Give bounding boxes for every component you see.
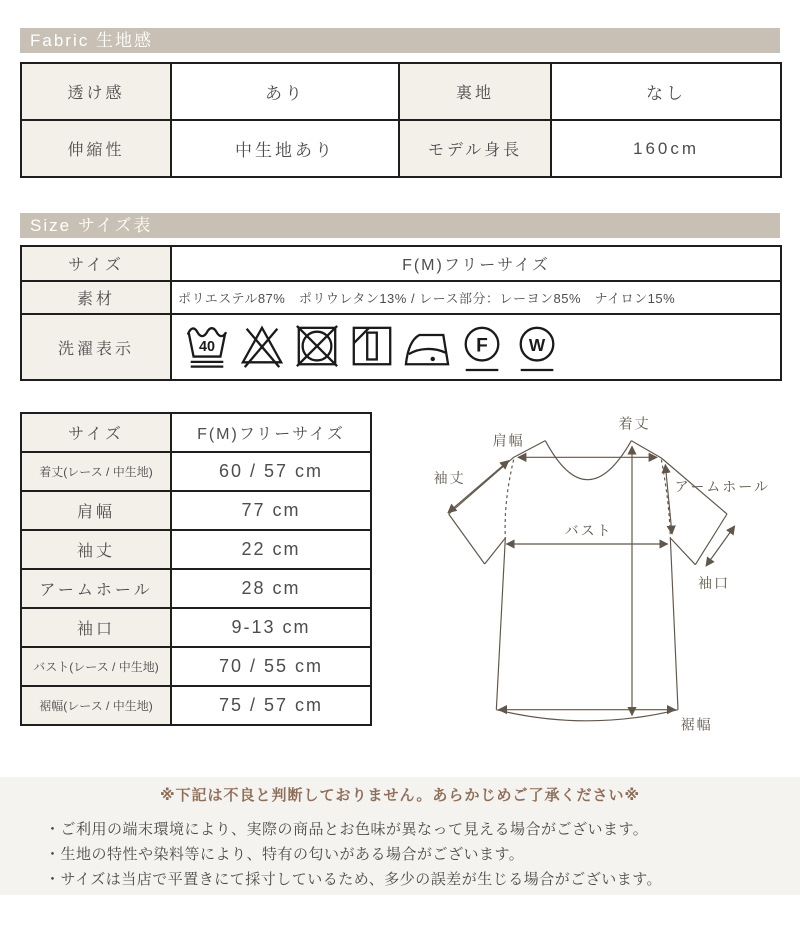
- table-row: [21, 608, 371, 647]
- svg-text:40: 40: [199, 338, 215, 355]
- notice-item: ・生地の特性や染料等により、特有の匂いがある場合がございます。: [45, 846, 525, 863]
- meas-row-label: 袖丈: [21, 530, 171, 569]
- table-row: [21, 686, 371, 725]
- table-row: [21, 452, 371, 491]
- notice-item: ・サイズは当店で平置きにて採寸しているため、多少の誤差が生じる場合がございます。: [45, 871, 663, 888]
- notice-item: ・ご利用の端末環境により、実際の商品とお色味が異なって見える場合がございます。: [45, 821, 649, 838]
- length-label: 着丈: [618, 415, 651, 432]
- table-row: [21, 246, 781, 281]
- notice-title: ※下記は不良と判断しておりません。あらかじめご了承ください※: [159, 787, 641, 804]
- material-row-value: ポリエステル87% ポリウレタン13% / レース部分：レーヨン85% ナイロン15%: [171, 281, 781, 314]
- table-row: [21, 647, 371, 686]
- fabric-row-value: 160cm: [551, 120, 781, 177]
- wash-40-gentle-icon: [184, 321, 230, 373]
- bust-label: バスト: [564, 522, 613, 539]
- meas-row-label: 裾幅(レース / 中生地): [21, 686, 171, 725]
- fabric-row-label: 伸縮性: [21, 120, 171, 177]
- table-row: [21, 491, 371, 530]
- size-row-label: サイズ: [21, 246, 171, 281]
- svg-text:W: W: [528, 334, 546, 355]
- no-bleach-icon: [239, 321, 285, 373]
- size-section-header: Size サイズ表: [20, 213, 780, 238]
- cuff-label: 袖口: [698, 575, 730, 591]
- meas-row-label: アームホール: [21, 569, 171, 608]
- sleeve-length-arrow: [448, 461, 509, 513]
- fabric-table: [20, 62, 782, 178]
- iron-low-icon: [404, 321, 450, 373]
- meas-row-value: 77 cm: [171, 491, 371, 530]
- fabric-row-label: 裏地: [399, 63, 551, 120]
- tshirt-measurement-diagram: [402, 408, 800, 763]
- table-row: [21, 281, 781, 314]
- diagram-labels: [434, 416, 770, 733]
- size-row-value: F(M)フリーサイズ: [171, 246, 781, 281]
- dryclean-f-icon: [459, 321, 505, 373]
- material-row-label: 素材: [21, 281, 171, 314]
- care-icons: [184, 321, 780, 373]
- table-row: [21, 314, 781, 380]
- meas-row-value: 75 / 57 cm: [171, 686, 371, 725]
- fabric-row-label: モデル身長: [399, 120, 551, 177]
- meas-row-value: F(M)フリーサイズ: [171, 413, 371, 452]
- fabric-row-value: あり: [171, 63, 399, 120]
- line-dry-shade-icon: [349, 321, 395, 373]
- fabric-row-value: 中生地あり: [171, 120, 399, 177]
- size-table: [20, 245, 782, 381]
- meas-row-value: 9-13 cm: [171, 608, 371, 647]
- meas-row-value: 70 / 55 cm: [171, 647, 371, 686]
- meas-row-value: 28 cm: [171, 569, 371, 608]
- sleeve-length-label: 袖丈: [433, 470, 466, 486]
- table-row: [21, 120, 781, 177]
- care-icons-cell: [171, 314, 781, 380]
- measurements-table: [20, 412, 372, 726]
- meas-row-label: サイズ: [21, 413, 171, 452]
- table-row: [21, 63, 781, 120]
- care-row-label: 洗濯表示: [21, 314, 171, 380]
- fabric-section-header: Fabric 生地感: [20, 28, 780, 53]
- hem-width-label: 裾幅: [680, 716, 713, 733]
- no-tumble-dry-icon: [294, 321, 340, 373]
- fabric-row-label: 透け感: [21, 63, 171, 120]
- cuff-arrow: [706, 526, 735, 566]
- meas-row-value: 60 / 57 cm: [171, 452, 371, 491]
- svg-text:F: F: [476, 335, 488, 357]
- fabric-row-value: なし: [551, 63, 781, 120]
- meas-row-label: バスト(レース / 中生地): [21, 647, 171, 686]
- meas-row-label: 肩幅: [21, 491, 171, 530]
- meas-row-label: 着丈(レース / 中生地): [21, 452, 171, 491]
- notice-list: [0, 817, 800, 892]
- armhole-arrow: [665, 465, 672, 534]
- wetclean-w-icon: [514, 321, 560, 373]
- meas-row-label: 袖口: [21, 608, 171, 647]
- table-row: [21, 530, 371, 569]
- table-row: [21, 569, 371, 608]
- table-row: [21, 413, 371, 452]
- armhole-label: アームホール: [674, 478, 770, 495]
- meas-row-value: 22 cm: [171, 530, 371, 569]
- shoulder-width-label: 肩幅: [492, 432, 525, 449]
- notice-section: [0, 777, 800, 895]
- size-detail-section: [20, 412, 780, 763]
